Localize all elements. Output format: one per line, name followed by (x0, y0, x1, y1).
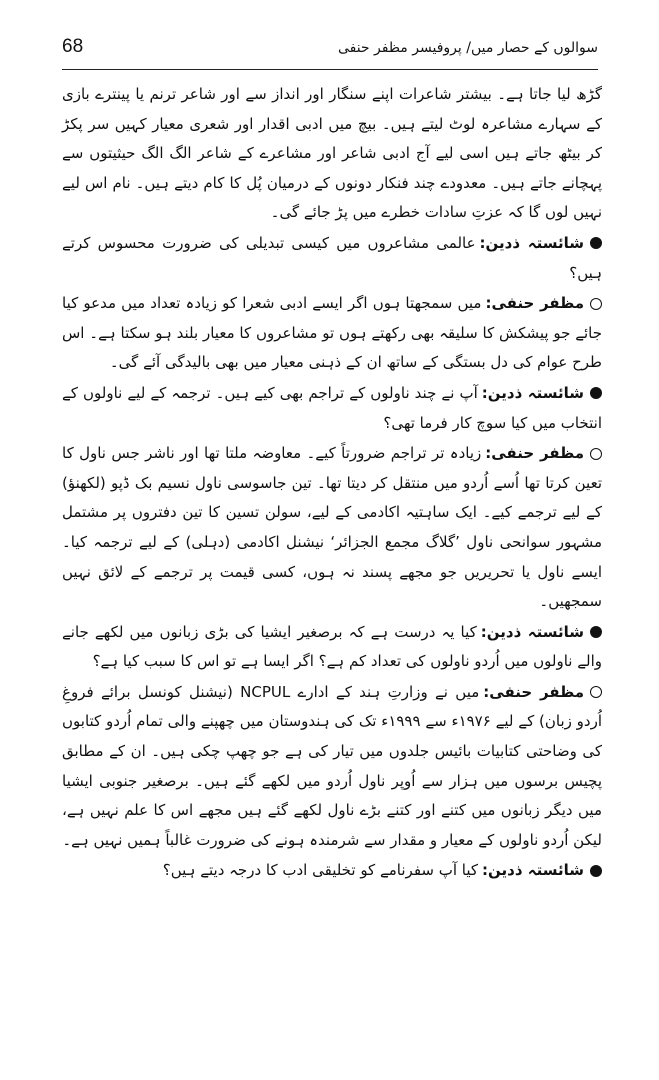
header-rule (62, 69, 598, 70)
answer-marker-icon (590, 298, 602, 310)
intro-paragraph: گڑھ لیا جاتا ہے۔ بیشتر شاعرات اپنے سنگار اور انداز سے اور شاعر ترنم یا پینترے بازی کے سہارے مشاعرہ لوٹ لیتے ہیں۔ بیچ میں ادبی اقدار اور شعری معیار کہیں سر پکڑ کر بیٹھ جاتے ہیں اسی لیے آج ادبی شاعر اور مشاعرے کے شاعر الگ الگ حیثیتوں سے پہچانے جاتے ہیں۔ معدودے چند فنکار دونوں کے درمیان پُل کا کام دیتے ہیں۔ نام اس لیے نہیں لوں گا کہ عزتِ سادات خطرے میں پڑ جائے گی۔ (62, 85, 602, 222)
question-paragraph (62, 856, 602, 886)
question-paragraph (62, 379, 602, 438)
question-text: کیا آپ سفرنامے کو تخلیقی ادب کا درجہ دیتے ہیں؟ (162, 861, 479, 880)
answer-text: میں سمجھتا ہوں اگر ایسے ادبی شعرا کو زیادہ تعداد میں مدعو کیا جائے جو پیشکش کا سلیقہ بھی رکھتے ہوں تو مشاعروں کا معیار بلند ہو سکتا ہے۔ اس طرح عوام کی دل بستگی کے ساتھ ان کے ذہنی معیار میں بھی بالیدگی آئے گی۔ (62, 294, 602, 372)
answer-speaker: مظفر حنفی: (485, 294, 585, 313)
answer-text: زیادہ تر تراجم ضرورتاً کیے۔ معاوضہ ملتا تھا اور ناشر جس ناول کا تعین کرتا تھا اُسے اُردو میں منتقل کر دیتا تھا۔ تین جاسوسی ناول نسیم بک ڈپو (لکھنؤ) کے لیے ترجمے کیے۔ ایک ساہتیہ اکادمی کے لیے، سولن تسین کا تین دفتروں پر مشتمل مشہور سوانحی ناول ’گلاگ مجمع الجزائر‘ نیشنل اکادمی (دہلی) کے لیے ترجمہ کیا۔ ایسے ناول یا تحریریں جو مجھے پسند نہ ہوں، کسی قیمت پر ترجمے کے لائق نہیں سمجھیں۔ (62, 444, 602, 611)
question-speaker: شائستہ ذدین: (480, 622, 584, 641)
answer-paragraph (62, 289, 602, 378)
question-bullet-icon (590, 865, 602, 877)
question-paragraph (62, 618, 602, 677)
running-head: سوالوں کے حصار میں/ پروفیسر مظفر حنفی (337, 40, 598, 56)
question-bullet-icon (590, 626, 602, 638)
answer-paragraph (62, 439, 602, 617)
answer-speaker: مظفر حنفی: (483, 682, 584, 701)
question-speaker: شائستہ ذدین: (479, 233, 584, 252)
answer-paragraph (62, 678, 602, 856)
answer-text: میں نے وزارتِ ہند کے ادارے NCPUL (نیشنل کونسل برائے فروغِ اُردو زبان) کے لیے ۱۹۷۶ء سے ۱۹۹۹ء تک کی ہندوستان میں چھپنے والی تمام اُردو کتابوں کی وضاحتی کتابیات بائیس جلدوں میں تیار کی ہے جو چھپ چکی ہیں۔ ان کے مطابق پچیس برسوں میں ہزار سے اُوپر ناول اُردو میں لکھے گئے ہیں۔ برصغیر جنوبی ایشیا میں دیگر زبانوں میں کتنے اور کتنے بڑے ناول لکھے گئے ہیں مجھے اس کا علم نہیں ہے، لیکن اُردو ناولوں کے معیار و مقدار سے شرمندہ ہونے کی ضرورت غالباً ہمیں نہیں ہے۔ (62, 682, 602, 849)
page-body (62, 80, 602, 886)
answer-marker-icon (590, 448, 602, 460)
question-paragraph (62, 229, 602, 288)
page-number: 68 (62, 36, 84, 57)
answer-marker-icon (590, 686, 602, 698)
question-speaker: شائستہ ذدین: (482, 861, 584, 880)
question-speaker: شائستہ ذدین: (481, 383, 584, 402)
question-text: آپ نے چند ناولوں کے تراجم بھی کیے ہیں۔ ترجمہ کے لیے ناولوں کے انتخاب میں کیا سوچ کار فرما تھی؟ (62, 383, 602, 432)
question-text: کیا یہ درست ہے کہ برصغیر ایشیا کی بڑی زبانوں میں لکھے جانے والے ناولوں میں اُردو ناولوں کی تعداد کم ہے؟ اگر ایسا ہے تو اس کا سبب کیا ہے؟ (62, 622, 602, 671)
question-bullet-icon (590, 387, 602, 399)
question-text: عالمی مشاعروں میں کیسی تبدیلی کی ضرورت محسوس کرتے ہیں؟ (62, 233, 602, 282)
question-bullet-icon (590, 237, 602, 249)
answer-speaker: مظفر حنفی: (485, 444, 584, 463)
page-header (62, 36, 598, 70)
